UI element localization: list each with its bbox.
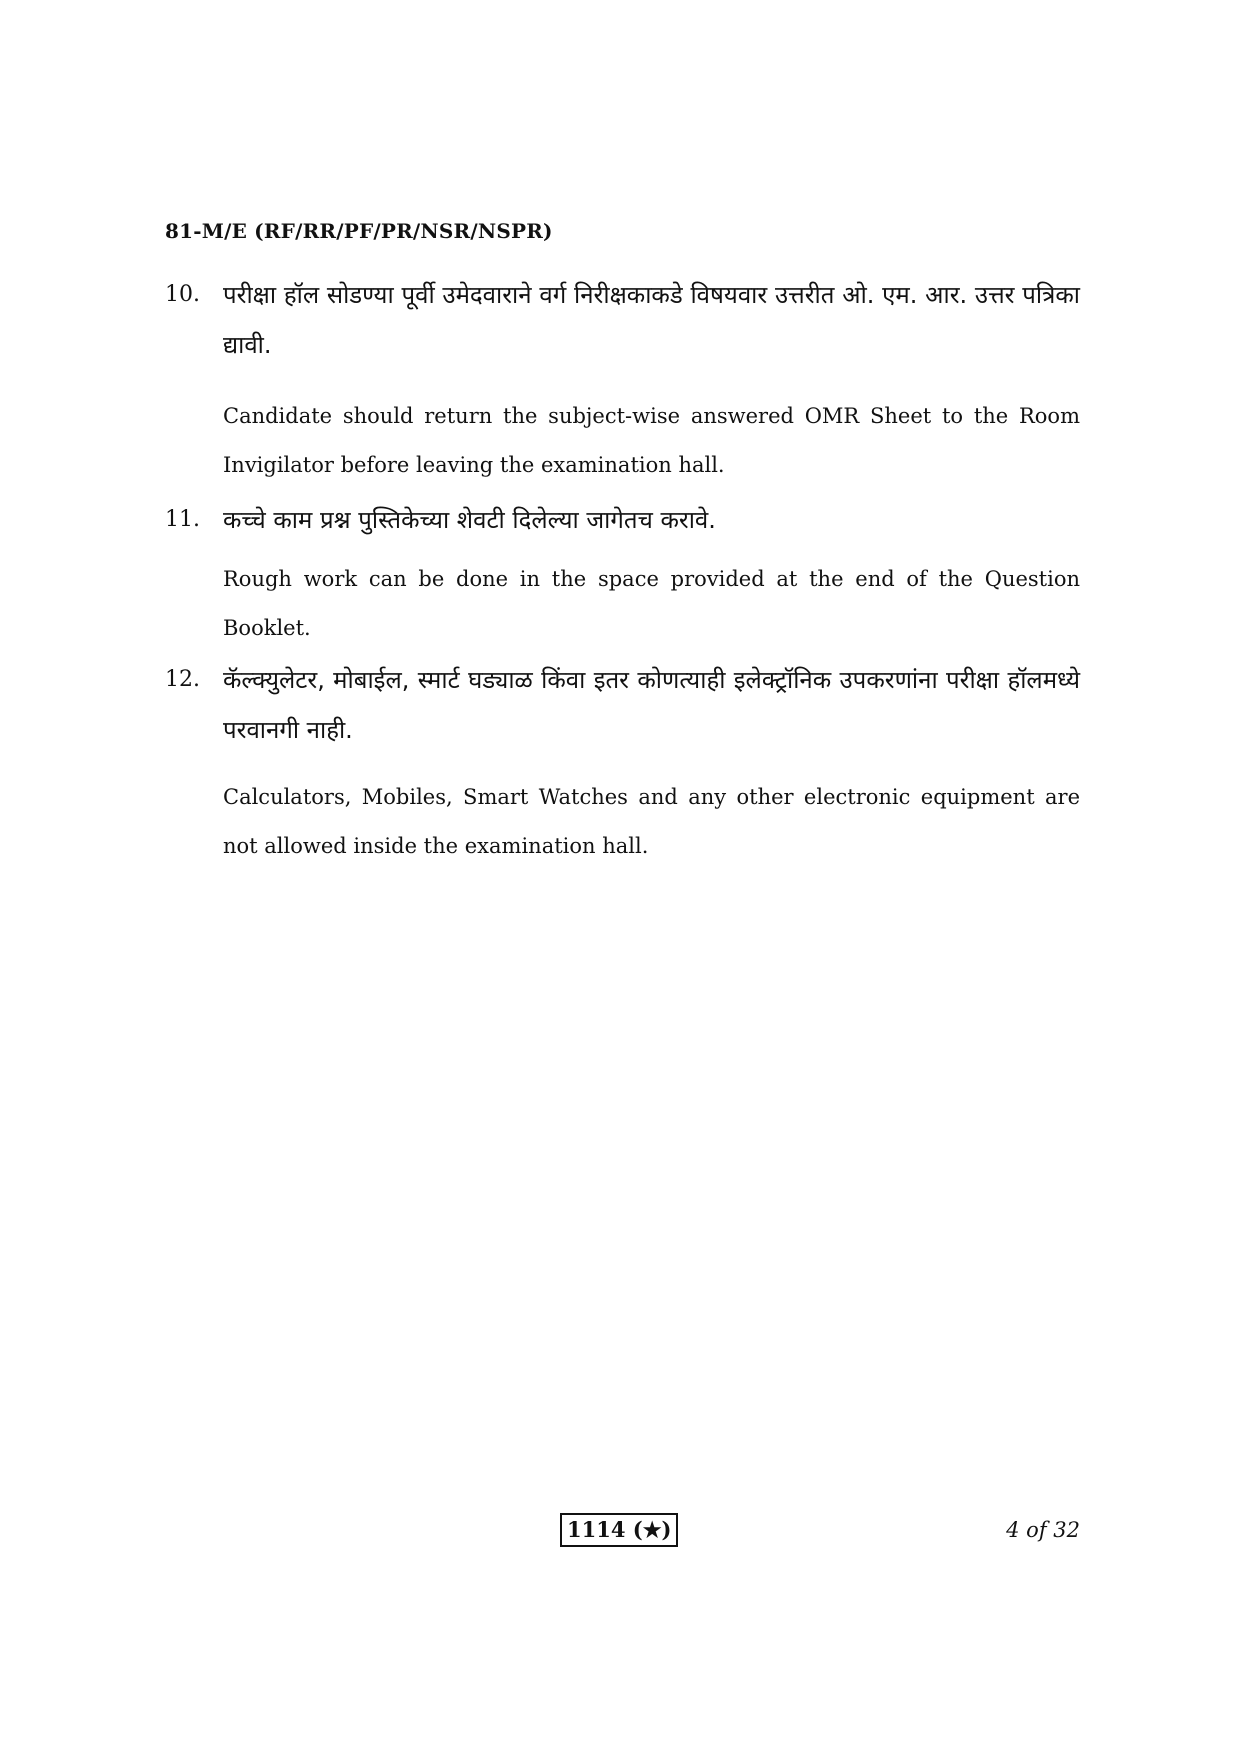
- instruction-marathi-text: कॅल्क्युलेटर, मोबाईल, स्मार्ट घड्याळ किंवा इतर कोणत्याही इलेक्ट्रॉनिक उपकरणांना परीक्षा हॉलमध्ये परवानगी नाही.: [223, 666, 1080, 744]
- instruction-number: 11.: [165, 507, 200, 532]
- instruction-marathi-text: कच्चे काम प्रश्न पुस्तिकेच्या शेवटी दिलेल्या जागेतच करावे.: [223, 506, 716, 534]
- instruction-english-text: Candidate should return the subject-wise answered OMR Sheet to the Room Invigilator before leaving the examination hall.: [223, 404, 1080, 477]
- instruction-english-text: Calculators, Mobiles, Smart Watches and any other electronic equipment are not allowed inside the examination hall.: [223, 785, 1080, 858]
- instruction-number: 12.: [165, 667, 200, 692]
- instruction-number: 10.: [165, 282, 200, 307]
- paper-code-header: 81-M/E (RF/RR/PF/PR/NSR/NSPR): [165, 219, 553, 243]
- page-number: 4 of 32: [1006, 1518, 1080, 1542]
- booklet-code-box: 1114 (★): [560, 1513, 678, 1547]
- instruction-marathi-text: परीक्षा हॉल सोडण्या पूर्वी उमेदवाराने वर्ग निरीक्षकाकडे विषयवार उत्तरीत ओ. एम. आर. उत्तर पत्रिका द्यावी.: [223, 281, 1080, 359]
- instruction-english-text: Rough work can be done in the space provided at the end of the Question Booklet.: [223, 567, 1080, 640]
